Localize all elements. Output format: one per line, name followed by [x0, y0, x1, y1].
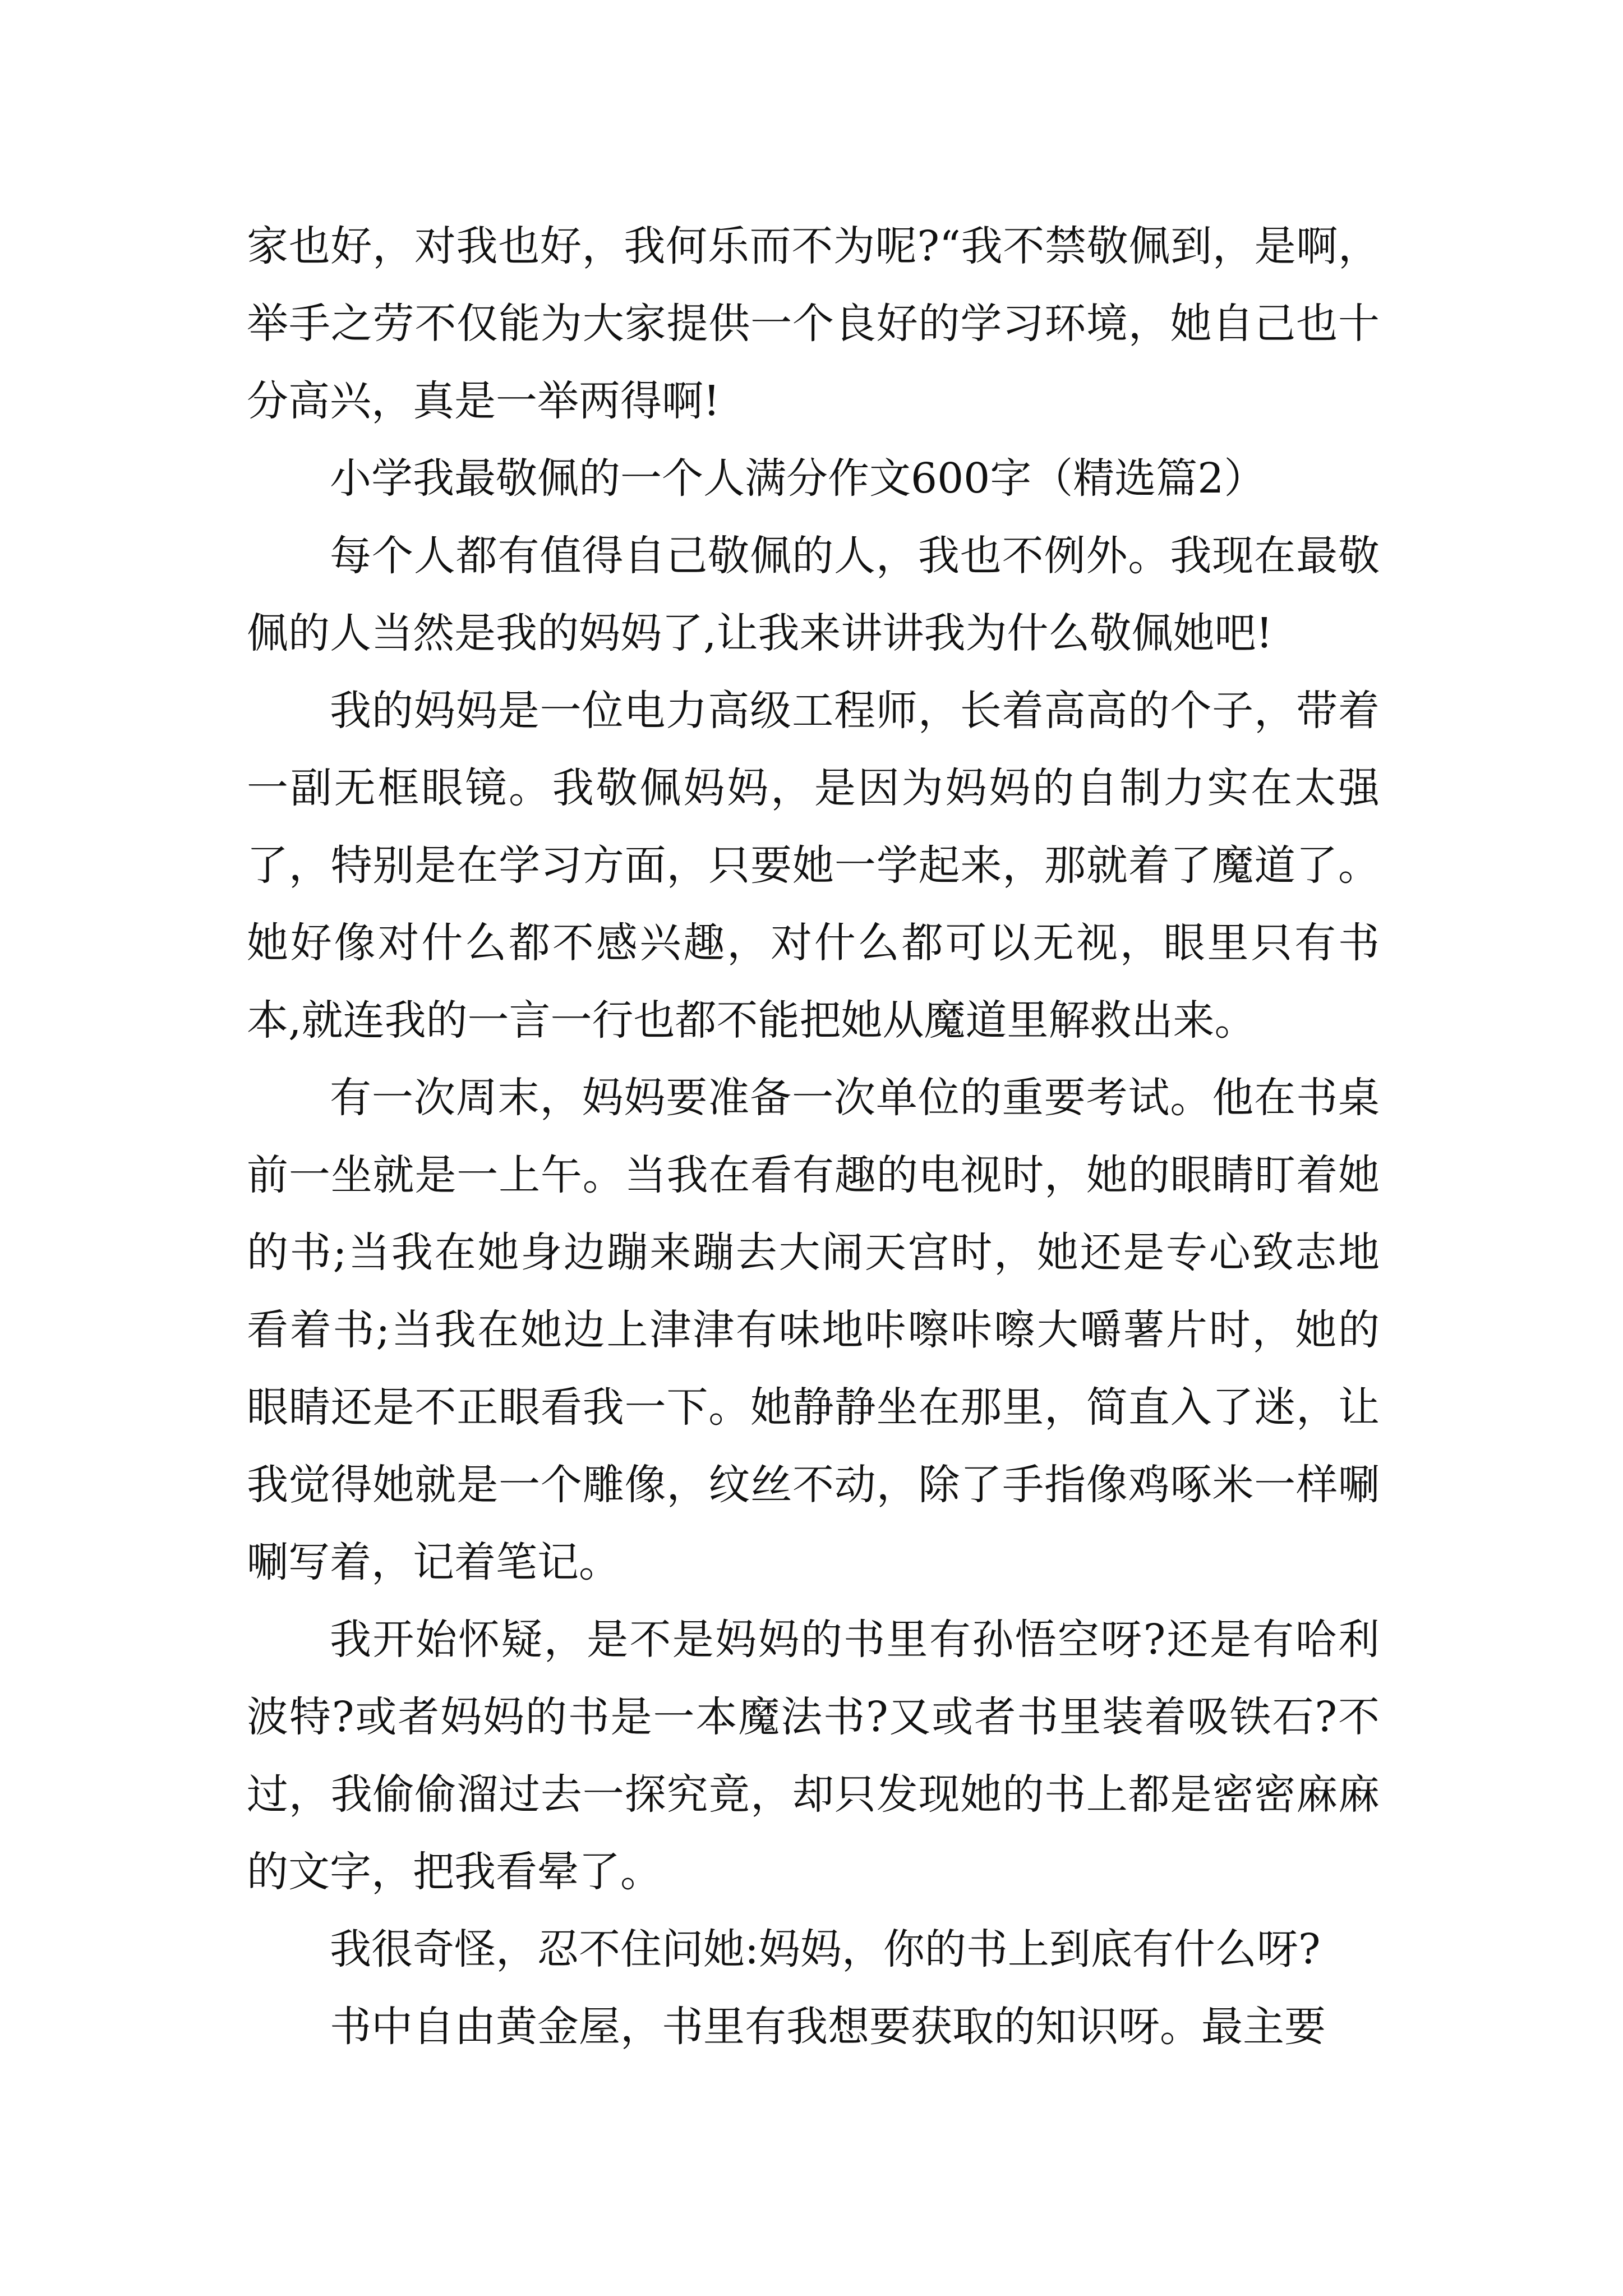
paragraph: 有一次周末，妈妈要准备一次单位的重要考试。他在书桌前一坐就是一上午。当我在看有趣的电视时，她的眼睛盯着她的书;当我在她身边蹦来蹦去大闹天宫时，她还是专心致志地看着书;当我在她边上津津有味地咔嚓咔嚓大嚼薯片时，她的眼睛还是不正眼看我一下。她静静坐在那里，简直入了迷，让我觉得她就是一个雕像，纹丝不动，除了手指像鸡啄米一样唰唰写着，记着笔记。	[247, 1074, 1380, 1586]
document-body	[247, 208, 1380, 2065]
paragraph: 我的妈妈是一位电力高级工程师，长着高高的个子，带着一副无框眼镜。我敬佩妈妈，是因为妈妈的自制力实在太强了，特别是在学习方面，只要她一学起来，那就着了魔道了。她好像对什么都不感兴趣，对什么都可以无视，眼里只有书本,就连我的一言一行也都不能把她从魔道里解救出来。	[247, 687, 1380, 1045]
paragraph-continuation: 家也好，对我也好，我何乐而不为呢?“我不禁敬佩到，是啊，举手之劳不仅能为大家提供一个良好的学习环境，她自己也十分高兴，真是一举两得啊!	[247, 222, 1380, 425]
paragraph: 每个人都有值得自己敬佩的人，我也不例外。我现在最敬佩的人当然是我的妈妈了,让我来讲讲我为什么敬佩她吧!	[247, 532, 1380, 657]
essay-title: 小学我最敬佩的一个人满分作文600字（精选篇2）	[330, 454, 1266, 503]
paragraph: 我开始怀疑，是不是妈妈的书里有孙悟空呀?还是有哈利波特?或者妈妈的书是一本魔法书?又或者书里装着吸铁石?不过，我偷偷溜过去一探究竟，却只发现她的书上都是密密麻麻的文字，把我看晕了。	[247, 1616, 1380, 1896]
paragraph-truncated: 书中自由黄金屋，书里有我想要获取的知识呀。最主要	[330, 2003, 1326, 2051]
paragraph: 我很奇怪，忍不住问她:妈妈，你的书上到底有什么呀?	[330, 1925, 1321, 1973]
